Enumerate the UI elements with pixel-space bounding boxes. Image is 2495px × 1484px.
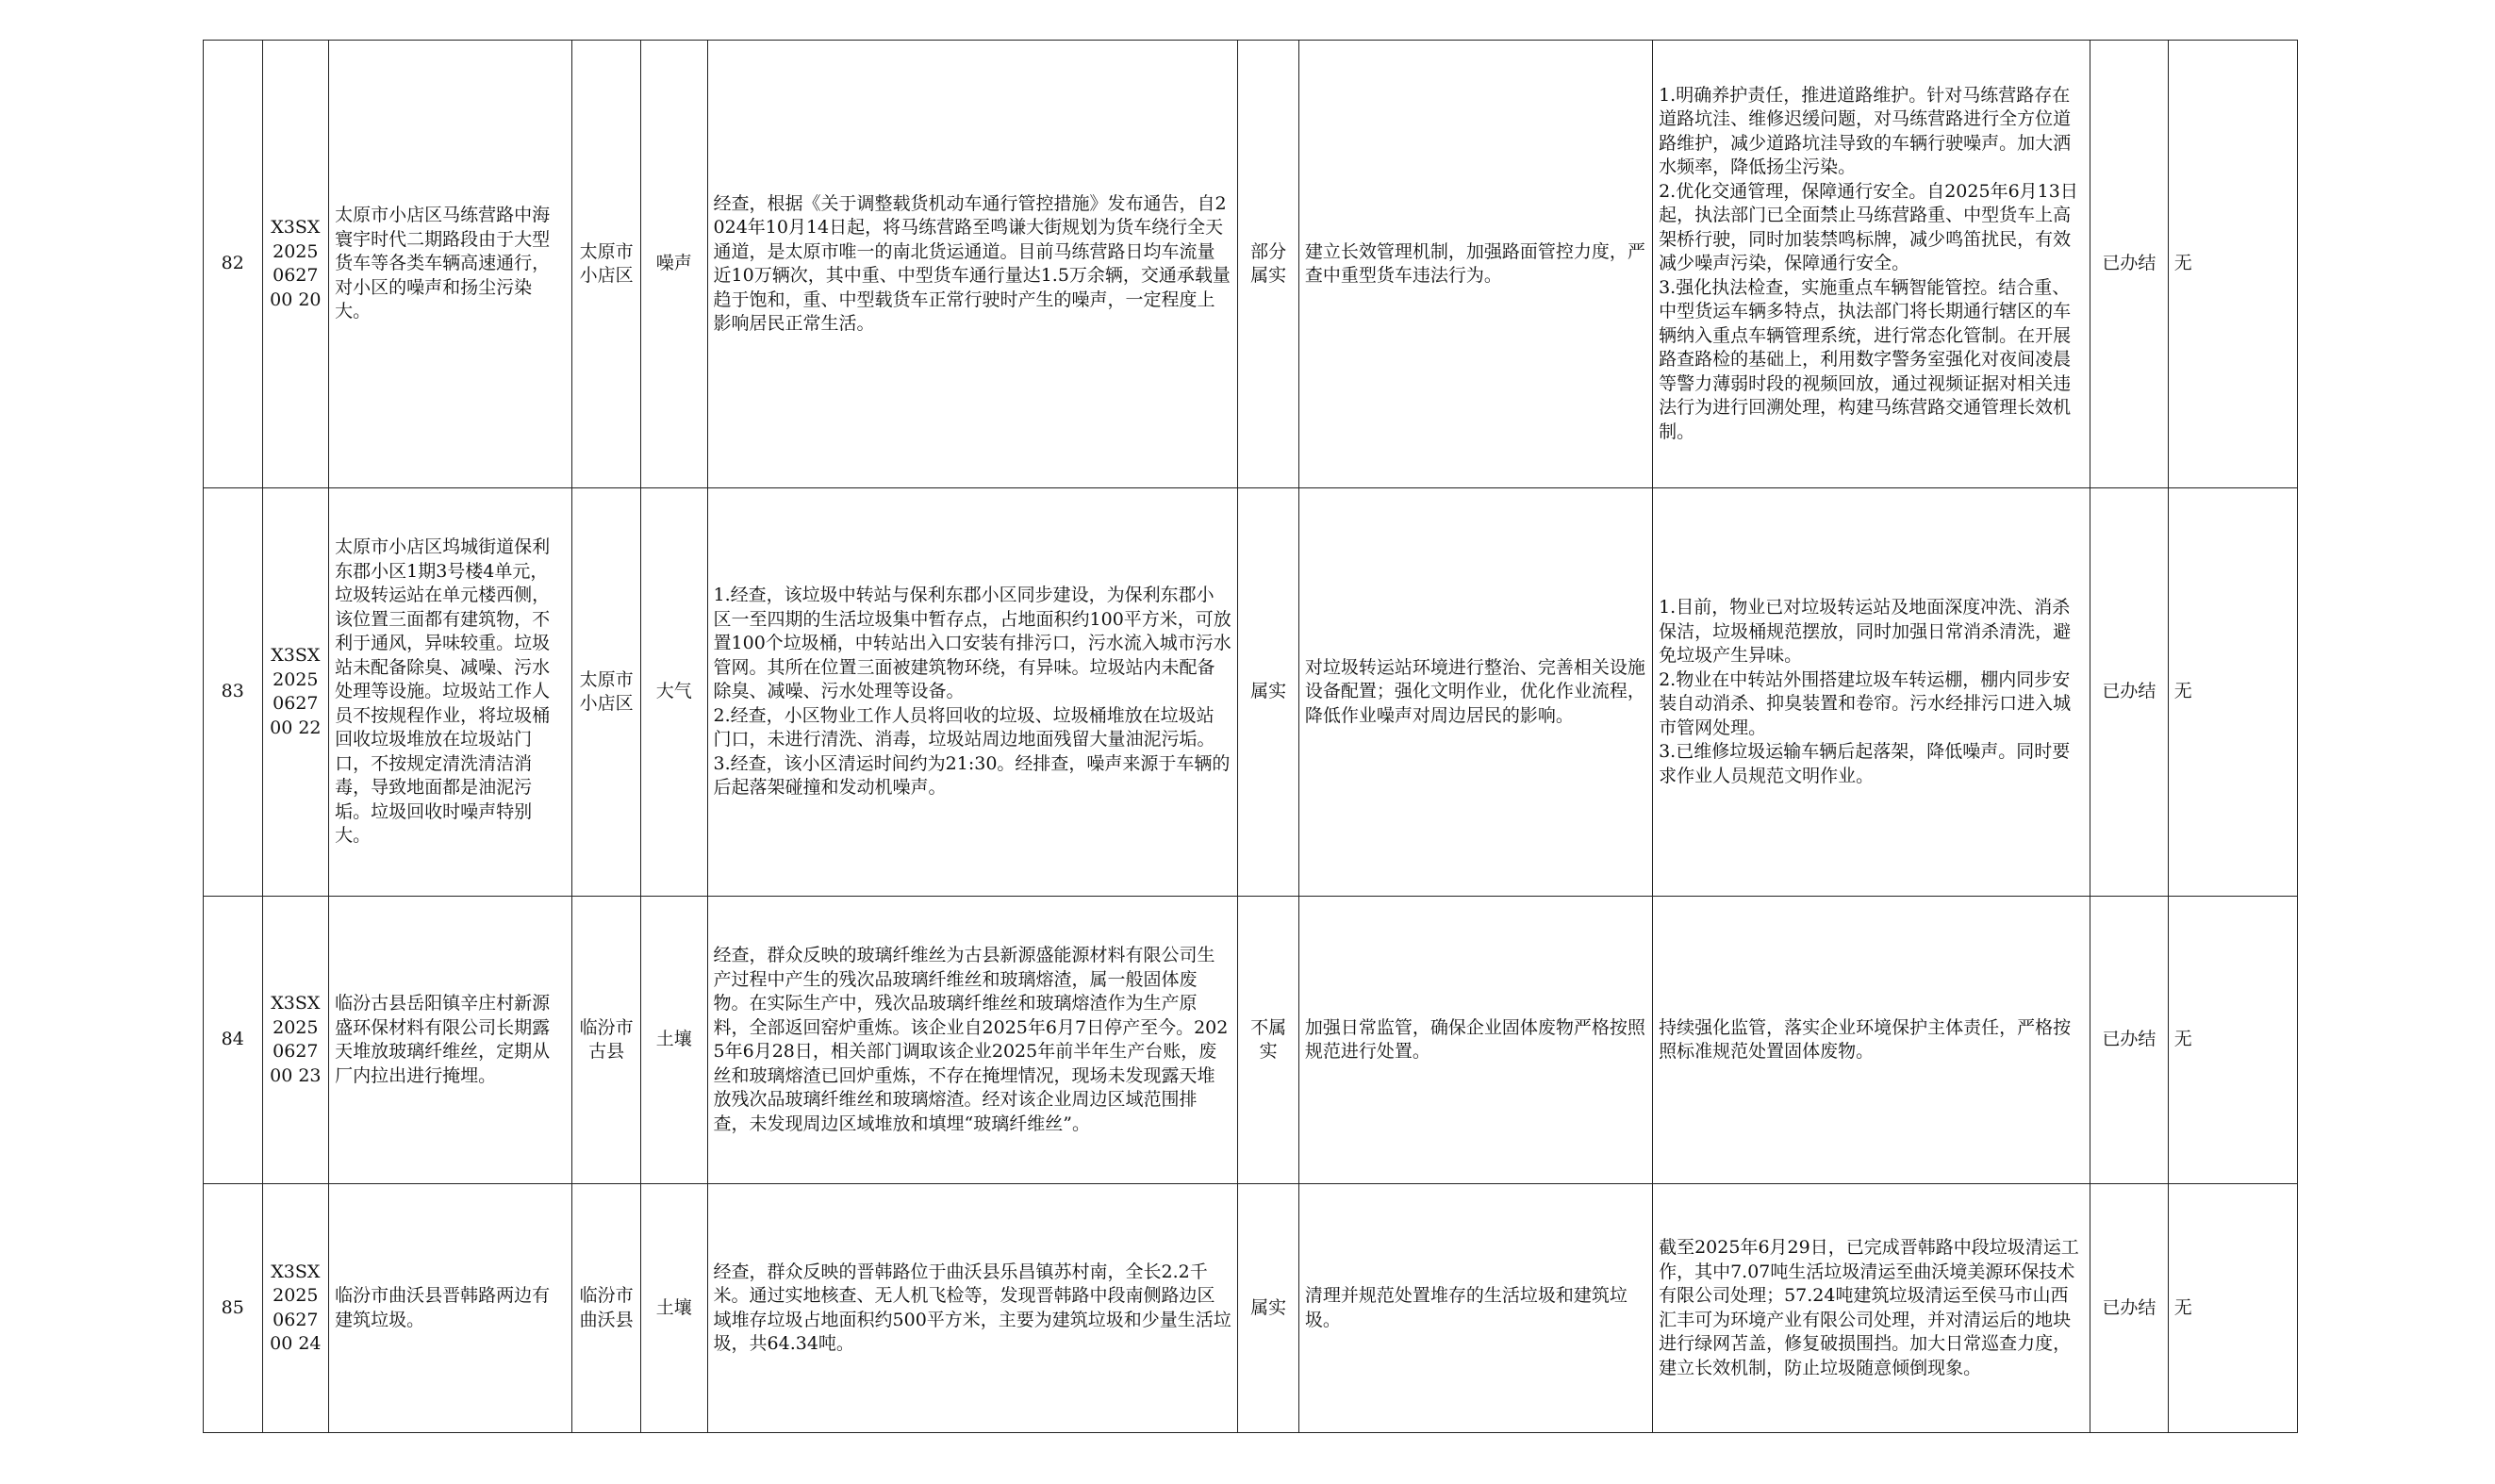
handling-status: 已办结: [2090, 41, 2169, 488]
rectification-result: 持续强化监管，落实企业环境保护主体责任，严格按照标准规范处置固体废物。: [1653, 897, 2090, 1184]
accountability-note: 无: [2168, 897, 2297, 1184]
row-number: 83: [204, 488, 263, 897]
table-row: [204, 897, 2298, 1184]
table-row: [204, 488, 2298, 897]
row-number: 84: [204, 897, 263, 1184]
complaint-content: 临汾市曲沃县晋韩路两边有建筑垃圾。: [329, 1184, 572, 1433]
verdict: 不属实: [1238, 897, 1299, 1184]
complaint-content: 太原市小店区马练营路中海寰宇时代二期路段由于大型货车等各类车辆高速通行，对小区的噪声和扬尘污染大。: [329, 41, 572, 488]
investigation-finding: 经查，根据《关于调整载货机动车通行管控措施》发布通告，自2024年10月14日起，将马练营路至鸣谦大街规划为货车绕行全天通道，是太原市唯一的南北货运通道。目前马练营路日均车流量近10万辆次，其中重、中型货车通行量达1.5万余辆，交通承载量趋于饱和，重、中型载货车正常行驶时产生的噪声，一定程度上影响居民正常生活。: [707, 41, 1238, 488]
rectification-measure: 加强日常监管，确保企业固体废物严格按照规范进行处置。: [1298, 897, 1652, 1184]
rectification-measure: 对垃圾转运站环境进行整治、完善相关设施设备配置；强化文明作业，优化作业流程，降低作业噪声对周边居民的影响。: [1298, 488, 1652, 897]
verdict: 属实: [1238, 1184, 1299, 1433]
investigation-finding: 经查，群众反映的玻璃纤维丝为古县新源盛能源材料有限公司生产过程中产生的残次品玻璃纤维丝和玻璃熔渣，属一般固体废物。在实际生产中，残次品玻璃纤维丝和玻璃熔渣作为生产原料，全部返回窑炉重炼。该企业自2025年6月7日停产至今。2025年6月28日，相关部门调取该企业2025年前半年生产台账，废丝和玻璃熔渣已回炉重炼，不存在掩埋情况，现场未发现露天堆放残次品玻璃纤维丝和玻璃熔渣。经对该企业周边区域范围排查，未发现周边区域堆放和填埋“玻璃纤维丝”。: [707, 897, 1238, 1184]
case-code: X3SX2025062700 22: [262, 488, 329, 897]
row-number: 85: [204, 1184, 263, 1433]
table-row: [204, 1184, 2298, 1433]
accountability-note: 无: [2168, 1184, 2297, 1433]
verdict: 属实: [1238, 488, 1299, 897]
rectification-measure: 建立长效管理机制，加强路面管控力度，严查中重型货车违法行为。: [1298, 41, 1652, 488]
handling-status: 已办结: [2090, 488, 2169, 897]
rectification-result: 1.目前，物业已对垃圾转运站及地面深度冲洗、消杀保洁，垃圾桶规范摆放，同时加强日常消杀清洗，避免垃圾产生异味。 2.物业在中转站外围搭建垃圾车转运棚，棚内同步安装自动消杀、抑臭装置和卷帘。污水经排污口进入城市管网处理。 3.已维修垃圾运输车辆后起落架，降低噪声。同时要求作业人员规范文明作业。: [1653, 488, 2090, 897]
complaint-content: 太原市小店区坞城街道保利东郡小区1期3号楼4单元，垃圾转运站在单元楼西侧，该位置三面都有建筑物，不利于通风，异味较重。垃圾站未配备除臭、减噪、污水处理等设施。垃圾站工作人员不按规程作业，将垃圾桶回收垃圾堆放在垃圾站门口，不按规定清洗清洁消毒，导致地面都是油泥污垢。垃圾回收时噪声特别大。: [329, 488, 572, 897]
pollution-type: 土壤: [640, 897, 707, 1184]
case-code: X3SX2025062700 20: [262, 41, 329, 488]
case-code: X3SX2025062700 24: [262, 1184, 329, 1433]
complaint-table: [203, 40, 2298, 1433]
administrative-area: 临汾市古县: [572, 897, 641, 1184]
accountability-note: 无: [2168, 41, 2297, 488]
pollution-type: 大气: [640, 488, 707, 897]
row-number: 82: [204, 41, 263, 488]
handling-status: 已办结: [2090, 1184, 2169, 1433]
administrative-area: 太原市小店区: [572, 41, 641, 488]
pollution-type: 土壤: [640, 1184, 707, 1433]
verdict: 部分属实: [1238, 41, 1299, 488]
case-code: X3SX2025062700 23: [262, 897, 329, 1184]
investigation-finding: 经查，群众反映的晋韩路位于曲沃县乐昌镇苏村南，全长2.2千米。通过实地核查、无人机飞检等，发现晋韩路中段南侧路边区域堆存垃圾占地面积约500平方米，主要为建筑垃圾和少量生活垃圾，共64.34吨。: [707, 1184, 1238, 1433]
rectification-result: 1.明确养护责任，推进道路维护。针对马练营路存在道路坑洼、维修迟缓问题，对马练营路进行全方位道路维护，减少道路坑洼导致的车辆行驶噪声。加大洒水频率，降低扬尘污染。 2.优化交通管理，保障通行安全。自2025年6月13日起，执法部门已全面禁止马练营路重、中型货车上高架桥行驶，同时加装禁鸣标牌，减少鸣笛扰民，有效减少噪声污染，保障通行安全。 3.强化执法检查，实施重点车辆智能管控。结合重、中型货运车辆多特点，执法部门将长期通行辖区的车辆纳入重点车辆管理系统，进行常态化管制。在开展路查路检的基础上，利用数字警务室强化对夜间凌晨等警力薄弱时段的视频回放，通过视频证据对相关违法行为进行回溯处理，构建马练营路交通管理长效机制。: [1653, 41, 2090, 488]
rectification-measure: 清理并规范处置堆存的生活垃圾和建筑垃圾。: [1298, 1184, 1652, 1433]
investigation-finding: 1.经查，该垃圾中转站与保利东郡小区同步建设，为保利东郡小区一至四期的生活垃圾集中暂存点，占地面积约100平方米，可放置100个垃圾桶，中转站出入口安装有排污口，污水流入城市污水管网。其所在位置三面被建筑物环绕，有异味。垃圾站内未配备除臭、减噪、污水处理等设备。 2.经查，小区物业工作人员将回收的垃圾、垃圾桶堆放在垃圾站门口，未进行清洗、消毒，垃圾站周边地面残留大量油泥污垢。 3.经查，该小区清运时间约为21:30。经排查，噪声来源于车辆的后起落架碰撞和发动机噪声。: [707, 488, 1238, 897]
pollution-type: 噪声: [640, 41, 707, 488]
table-row: [204, 41, 2298, 488]
complaint-content: 临汾古县岳阳镇辛庄村新源盛环保材料有限公司长期露天堆放玻璃纤维丝，定期从厂内拉出进行掩埋。: [329, 897, 572, 1184]
accountability-note: 无: [2168, 488, 2297, 897]
administrative-area: 临汾市曲沃县: [572, 1184, 641, 1433]
rectification-result: 截至2025年6月29日，已完成晋韩路中段垃圾清运工作，其中7.07吨生活垃圾清运至曲沃境美源环保技术有限公司处理；57.24吨建筑垃圾清运至侯马市山西汇丰可为环境产业有限公司处理，并对清运后的地块进行绿网苫盖，修复破损围挡。加大日常巡查力度，建立长效机制，防止垃圾随意倾倒现象。: [1653, 1184, 2090, 1433]
administrative-area: 太原市小店区: [572, 488, 641, 897]
handling-status: 已办结: [2090, 897, 2169, 1184]
